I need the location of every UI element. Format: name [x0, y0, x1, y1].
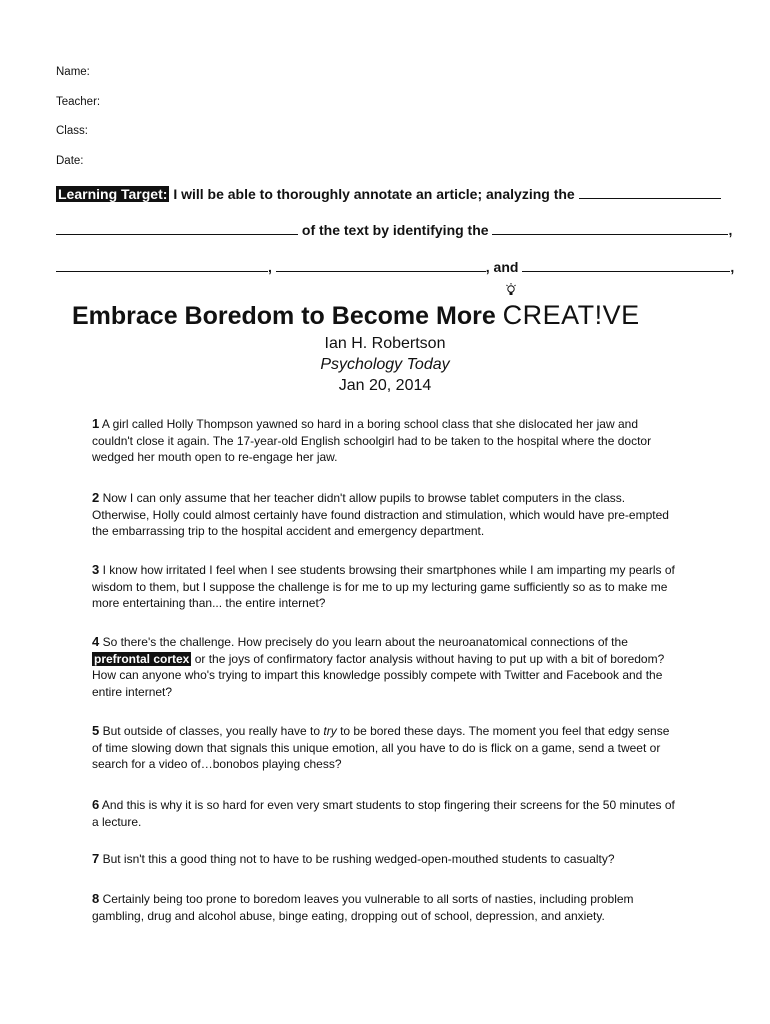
creative-logo: [503, 300, 640, 330]
emphasized-word: try: [323, 724, 337, 738]
blank-5: [276, 259, 486, 272]
paragraph-1: [92, 416, 682, 466]
name-field-label: Name:: [56, 66, 90, 78]
paragraph-3: [92, 562, 682, 612]
paragraph-text: But outside of classes, you really have to: [102, 724, 321, 738]
article-author: Ian H. Robertson: [324, 335, 446, 352]
article-date: Jan 20, 2014: [338, 377, 432, 394]
blank-4: [56, 259, 268, 272]
learning-target-tag: Learning Target:: [58, 186, 168, 202]
paragraph-number: 4: [92, 634, 100, 649]
line3-comma-1: ,: [268, 259, 272, 275]
paragraph-8: [92, 891, 682, 924]
paragraph-text: or the joys of confirmatory factor analysis without having to put up with a bit of boredom? How can anyone who's trying to impart this knowledge possibly compete with Twitter and Facebook and the entire internet?: [92, 651, 665, 699]
paragraph-text: I know how irritated I feel when I see students browsing their smartphones while I am imparting my pearls of wisdom to them, but I suppose the challenge is for me to up my lecturing game sufficiently so as to make me more entertaining than... the entire internet?: [92, 563, 675, 610]
blank-1: [579, 186, 721, 199]
paragraph-text: So there's the challenge. How precisely do you learn about the neuroanatomical connections of the: [102, 635, 628, 649]
paragraph-7: [92, 851, 682, 868]
paragraph-text: A girl called Holly Thompson yawned so hard in a boring school class that she dislocated her jaw and couldn't close it again. The 17-year-old English schoolgirl had to be taken to the hospital where the doctor wedged her mouth open to re-engage her jaw.: [92, 417, 652, 464]
paragraph-number: 3: [92, 562, 100, 577]
paragraph-number: 7: [92, 851, 100, 866]
class-field-label: Class:: [56, 125, 88, 137]
blank-3: [492, 222, 728, 235]
creative-logo-text: CREAT!VE: [502, 300, 640, 330]
article-publication: Psychology Today: [320, 356, 450, 373]
paragraph-number: 1: [92, 416, 100, 431]
learning-target-line-3: [56, 259, 740, 275]
paragraph-number: 2: [92, 490, 100, 505]
highlighted-term: prefrontal cortex: [94, 651, 190, 666]
paragraph-number: 5: [92, 723, 100, 738]
line2-comma: ,: [728, 222, 733, 238]
learning-target-text-1: I will be able to thoroughly annotate an article; analyzing the: [173, 186, 575, 202]
blank-6: [522, 259, 730, 272]
blank-2: [56, 222, 298, 235]
paragraph-text: Now I can only assume that her teacher didn't allow pupils to browse tablet computers in the class. Otherwise, Holly could almost certainly have found distraction and stimulation, which would have pre-empted the embarrassing trip to the hospital accident and emergency department.: [92, 491, 669, 538]
learning-target-line-2: [56, 222, 740, 238]
line3-and: , and: [485, 259, 519, 275]
paragraph-text: Certainly being too prone to boredom leaves you vulnerable to all sorts of nasties, including problem gambling, drug and alcohol abuse, binge eating, dropping out of school, depression, and anxiety.: [92, 892, 634, 923]
paragraph-6: [92, 797, 682, 830]
paragraph-4: [92, 634, 682, 700]
line3-comma-2: ,: [730, 259, 735, 275]
paragraph-number: 6: [92, 797, 100, 812]
paragraph-text: And this is why it is so hard for even very smart students to stop fingering their screens for the 50 minutes of a lecture.: [92, 798, 675, 829]
paragraph-text: to be bored these days. The moment you feel that edgy sense of time slowing down that signals this unique emotion, all you have to do is flick on a game, send a tweet or search for a video of…bonobos playing chess?: [92, 724, 670, 771]
lightbulb-icon: [506, 283, 516, 297]
learning-target-text-2: of the text by identifying the: [301, 222, 489, 238]
learning-target-line-1: [56, 186, 740, 202]
paragraph-text: But isn't this a good thing not to have to be rushing wedged-open-mouthed students to casualty?: [102, 852, 615, 866]
article-title: [72, 300, 640, 331]
paragraph-5: [92, 723, 682, 773]
date-field-label: Date:: [56, 155, 84, 167]
teacher-field-label: Teacher:: [56, 96, 101, 108]
paragraph-number: 8: [92, 891, 100, 906]
paragraph-2: [92, 490, 682, 540]
article-title-text: Embrace Boredom to Become More: [72, 302, 496, 330]
